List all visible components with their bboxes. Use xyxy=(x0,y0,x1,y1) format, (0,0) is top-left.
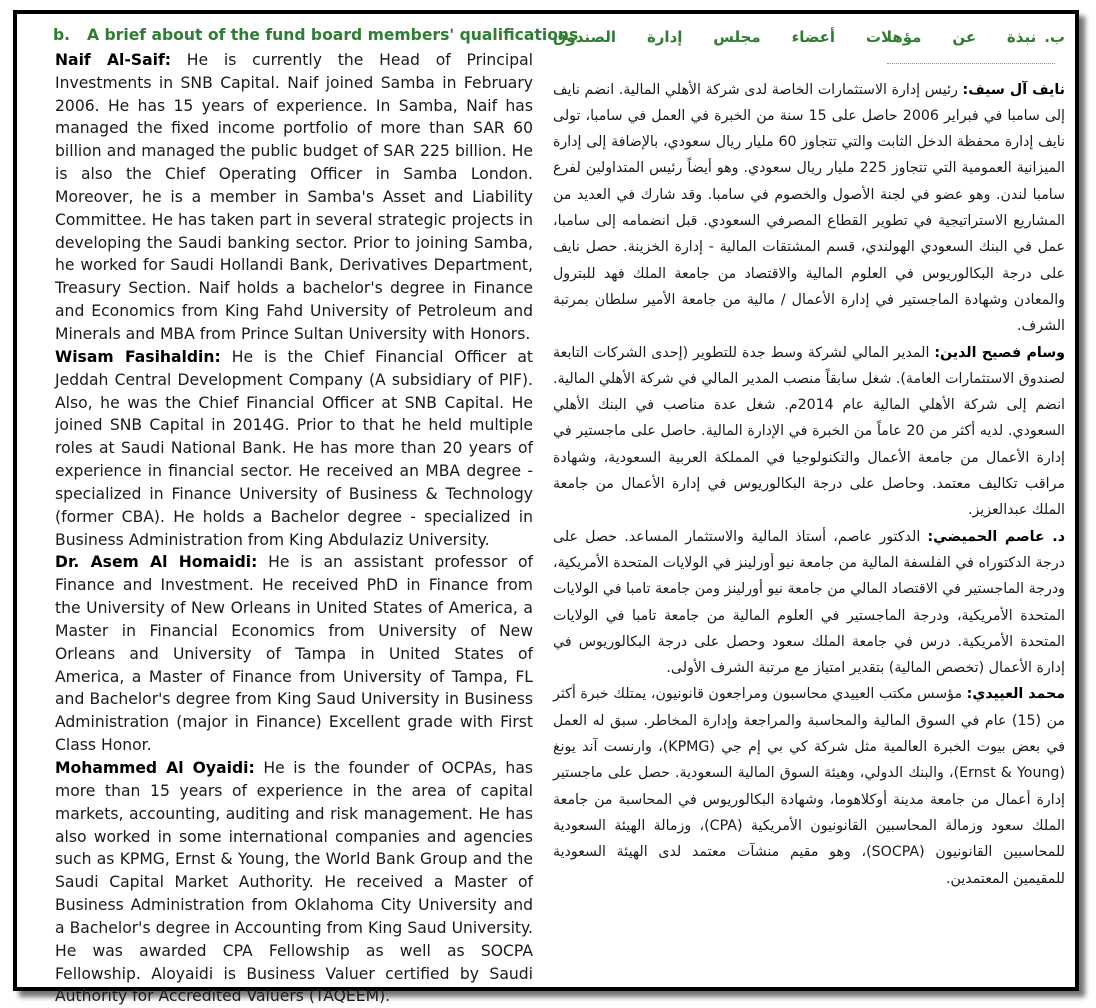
member-bio: المدير المالي لشركة وسط جدة للتطوير (إحدى الشركات التابعة لصندوق الاستثمارات العامة). شغل سابقاً منصب المدير المالي في شركة الأهلي المالية. انضم إلى شركة الأهلي المالية عام 2014م. شغل عدة مناصب في البنك الأهلي السعودي. لديه أكثر من 20 عاماً من الخبرة في الإدارة المالية. حاصل على ماجستير في إدارة الأعمال من جامعة الأعمال والتكنولوجيا في المملكة العربية السعودية، وشهادة مراقب تكاليف معتمد. وحاصل على درجة البكالوريوس في إدارة الأعمال من جامعة الملك عبدالعزيز. xyxy=(553,344,1065,519)
member-name: Naif Al-Saif: xyxy=(55,50,171,69)
heading-divider xyxy=(887,63,1055,64)
member-paragraph-asem xyxy=(55,551,533,757)
member-paragraph-naif-ar xyxy=(553,77,1065,340)
english-column xyxy=(53,24,579,1008)
member-paragraph-mohammed-ar xyxy=(553,681,1065,891)
english-section-heading xyxy=(53,24,579,47)
member-paragraph-wisam-ar xyxy=(553,340,1065,524)
arabic-column xyxy=(553,24,1065,892)
document-page xyxy=(13,10,1079,1006)
member-name: محمد العييدي: xyxy=(966,686,1066,703)
member-name: د. عاصم الحميضي: xyxy=(927,528,1065,545)
member-paragraph-asem-ar xyxy=(553,524,1065,682)
arabic-section-heading xyxy=(553,24,1065,77)
arabic-heading-text: نبذة عن مؤهلات أعضاء مجلس إدارة الصندوق xyxy=(553,28,1037,46)
member-name: Wisam Fasihaldin: xyxy=(55,347,221,366)
member-bio: رئيس إدارة الاستثمارات الخاصة لدى شركة الأهلي المالية. انضم نايف إلى سامبا في فبراير 2006 حاصل على 15 سنة من الخبرة في العمل في سامبا، تولى نايف إدارة محفظة الدخل الثابت والتي تتجاوز 60 مليار ريال سعودي، بالإضافة إلى إدارة الميزانية العمومية التي تتجاوز 225 مليار ريال سعودي. وهو أيضاً رئيس المتداولين لفرع سامبا لندن. وهو عضو في لجنة الأصول والخصوم في سامبا. وقد شارك في العديد من المشاريع الاستراتيجية في تطوير القطاع المصرفي السعودي. قبل انضمامه إلى سامبا، عمل في البنك السعودي الهولندي، قسم المشتقات المالية - إدارة الخزينة. حصل نايف على درجة البكالوريوس في العلوم المالية والاقتصاد من جامعة الملك فهد للبترول والمعادن وشهادة الماجستير في إدارة الأعمال / مالية من جامعة الأمير سلطان بمرتبة الشرف. xyxy=(553,81,1065,335)
member-name: Dr. Asem Al Homaidi: xyxy=(55,553,258,572)
member-name: نايف آل سيف: xyxy=(962,81,1066,98)
member-bio: He is currently the Head of Principal Investments in SNB Capital. Naif joined Samba in February 2006. He has 15 years of experience. In Samba, Naif has managed the fixed income portfolio of more than SAR 60 billion and managed the public budget of SAR 225 billion. He is also the Chief Operating Officer in Samba London. Moreover, he is a member in Samba's Asset and Liability Committee. He has taken part in several strategic projects in developing the Saudi banking sector. Prior to joining Samba, he worked for Saudi Hollandi Bank, Derivatives Department, Treasury Section. Naif holds a bachelor's degree in Finance and Economics from King Fahd University of Petroleum and Minerals and MBA from Prince Sultan University with Honors. xyxy=(55,50,533,343)
member-bio: He is the Chief Financial Officer at Jeddah Central Development Company (A subsidiary of PIF). Also, he was the Chief Financial Officer at SNB Capital. He joined SNB Capital in 2014G. Prior to that he held multiple roles at Saudi National Bank. He has more than 20 years of experience in financial sector. He received an MBA degree - specialized in Finance University of Business & Technology (former CBA). He holds a Bachelor degree - specialized in Business Administration from King Abdulaziz University. xyxy=(55,347,533,549)
member-name: وسام فصيح الدين: xyxy=(934,344,1065,361)
arabic-heading-number: ب. xyxy=(1044,28,1065,46)
member-paragraph-naif xyxy=(55,49,533,346)
member-paragraph-mohammed xyxy=(55,757,533,1008)
member-bio: مؤسس مكتب العييدي محاسبون ومراجعون قانونيون، يمتلك خبرة أكثر من (15) عام في السوق المالية والمحاسبة والمراجعة وإدارة المخاطر. سبق له العمل في بعض بيوت الخبرة العالمية مثل شركة كي بي إم جي (KPMG)، وارنست آند يونغ (Ernst & Young)، والبنك الدولي، وهيئة السوق المالية السعودية. حصل على ماجستير إدارة أعمال من جامعة مدينة أوكلاهوما، وشهادة البكالوريوس في المحاسبة من جامعة الملك سعود وزمالة المحاسبين القانونيون الأمريكية (CPA)، وزمالة الهيئة السعودية للمحاسبين القانونيون (SOCPA)، وهو مقيم منشآت معتمد لدى الهيئة السعودية للمقيمين المعتمدين. xyxy=(553,686,1066,887)
english-heading-text: A brief about of the fund board members' qualifications xyxy=(87,26,579,44)
member-name: Mohammed Al Oyaidi: xyxy=(55,759,255,777)
member-paragraph-wisam xyxy=(55,346,533,552)
member-bio: He is an assistant professor of Finance and Investment. He received PhD in Finance from the University of New Orleans in United States of America, a Master in Financial Economics from University of New Orleans and University of Tampa in United States of America, a Master of Finance from University of Tampa, FL and Bachelor's degree from King Saud University in Business Administration (major in Finance) Excellent grade with First Class Honor. xyxy=(55,553,533,755)
member-bio: He is the founder of OCPAs, has more than 15 years of experience in the area of capital markets, accounting, auditing and risk management. He has also worked in some international companies and agencies such as KPMG, Ernst & Young, the World Bank Group and the Saudi Capital Market Authority. He received a Master of Business Administration from Oklahoma City University and a Bachelor's degree in Accounting from King Saud University. He was awarded CPA Fellowship as well as SOCPA Fellowship. Aloyaidi is Business Valuer certified by Saudi Authority for Accredited Valuers (TAQEEM). xyxy=(55,759,533,1006)
member-bio: الدكتور عاصم، أستاذ المالية والاستثمار المساعد. حصل على درجة الدكتوراه في الفلسفة المالية من جامعة نيو أورلينز في الولايات المتحدة الأمريكية، ودرجة الماجستير في الاقتصاد المالي من جامعة نيو أورلينز ومن جامعة تامبا في الولايات المتحدة الأمريكية، ودرجة الماجستير في العلوم المالية من جامعة تامبا في الولايات المتحدة الأمريكية. درس في جامعة الملك سعود وحصل على درجة البكالوريوس في إدارة الأعمال (تخصص المالية) بتقدير امتياز مع مرتبة الشرف الأولى. xyxy=(553,528,1065,677)
english-heading-number: b. xyxy=(53,26,71,44)
